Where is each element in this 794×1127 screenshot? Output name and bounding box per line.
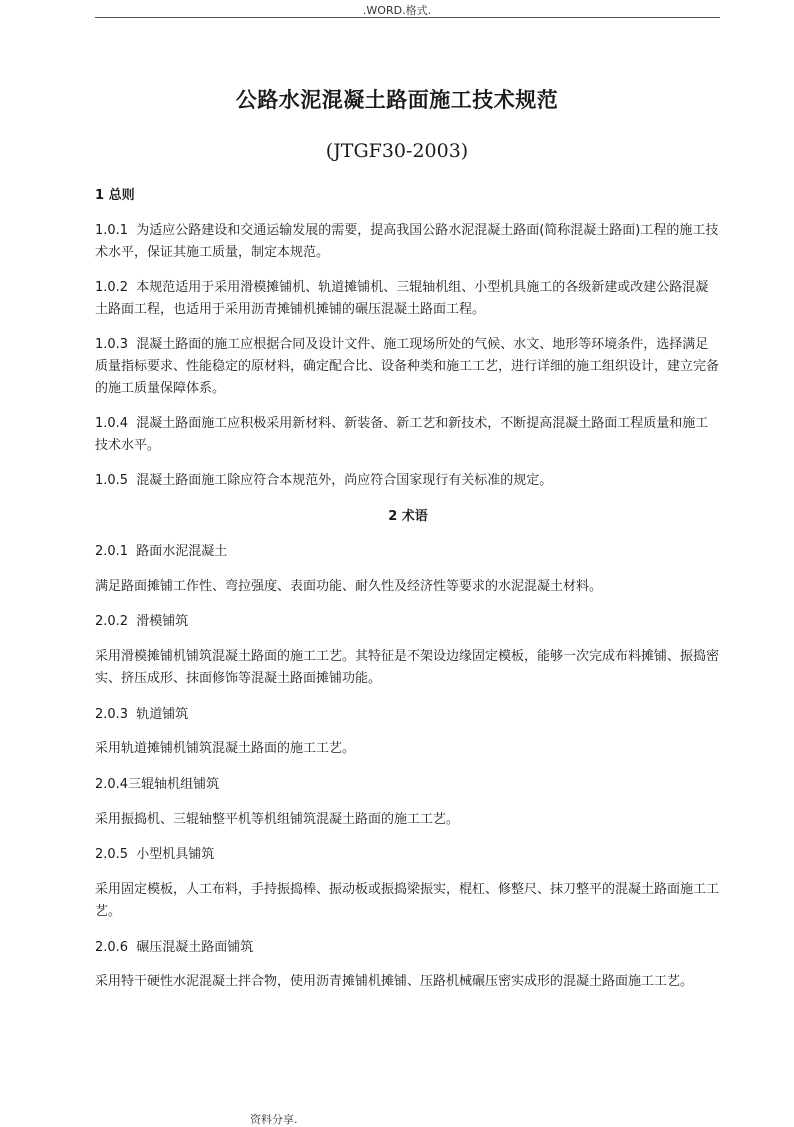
clause-text: 混凝土路面施工除应符合本规范外，尚应符合国家现行有关标准的规定。 bbox=[136, 473, 553, 488]
term-2-0-1-definition: 满足路面摊铺工作性、弯拉强度、表面功能、耐久性及经济性等要求的水泥混凝土材料。 bbox=[95, 579, 603, 594]
clause-text: 本规范适用于采用滑模摊铺机、轨道摊铺机、三辊轴机组、小型机具施工的各级新建或改建公路混凝土路面工程，也适用于采用沥青摊铺机摊铺的碾压混凝土路面工程。 bbox=[95, 280, 709, 317]
clause-1-0-5 bbox=[95, 470, 721, 492]
term-name: 碾压混凝土路面铺筑 bbox=[136, 940, 254, 955]
term-2-0-4-heading bbox=[95, 774, 721, 796]
page-footer: 资料分享. bbox=[250, 1113, 298, 1126]
clause-text: 为适应公路建设和交通运输发展的需要，提高我国公路水泥混凝土路面(简称混凝土路面)工程的施工技术水平，保证其施工质量，制定本规范。 bbox=[95, 223, 719, 260]
clause-1-0-4 bbox=[95, 413, 721, 457]
term-number: 2.0.3 bbox=[95, 707, 129, 722]
document-subtitle: (JTGF30-2003) bbox=[325, 140, 469, 162]
term-2-0-5-heading bbox=[95, 844, 721, 866]
clause-number: 1.0.4 bbox=[95, 416, 129, 431]
term-number: 2.0.6 bbox=[95, 940, 129, 955]
term-2-0-3-heading bbox=[95, 704, 721, 726]
clause-text: 混凝土路面的施工应根据合同及设计文件、施工现场所处的气候、水文、地形等环境条件，选择满足质量指标要求、性能稳定的原材料，确定配合比、设备种类和施工工艺，进行详细的施工组织设计，建立完备的施工质量保障体系。 bbox=[95, 337, 720, 396]
clause-number: 1.0.3 bbox=[95, 337, 129, 352]
term-name: 小型机具铺筑 bbox=[136, 847, 215, 862]
section-heading-terms: 2 术语 bbox=[388, 509, 428, 524]
term-name: 路面水泥混凝土 bbox=[136, 544, 228, 559]
term-2-0-5-definition: 采用固定模板，人工布料，手持振捣棒、振动板或振捣梁振实，棍杠、修整尺、抹刀整平的混凝土路面施工工艺。 bbox=[95, 882, 720, 919]
clause-number: 1.0.1 bbox=[95, 223, 129, 238]
clause-number: 1.0.5 bbox=[95, 473, 129, 488]
term-name: 三辊轴机组铺筑 bbox=[128, 777, 220, 792]
term-name: 滑模铺筑 bbox=[136, 614, 189, 629]
term-2-0-2-definition: 采用滑模摊铺机铺筑混凝土路面的施工工艺。其特征是不架设边缘固定模板，能够一次完成布料摊铺、振捣密实、挤压成形、抹面修饰等混凝土路面摊铺功能。 bbox=[95, 649, 720, 686]
term-2-0-2-heading bbox=[95, 611, 721, 633]
clause-1-0-2 bbox=[95, 277, 721, 321]
term-number: 2.0.4 bbox=[95, 777, 129, 792]
page-header: .WORD.格式. bbox=[362, 4, 432, 17]
clause-number: 1.0.2 bbox=[95, 280, 129, 295]
clause-text: 混凝土路面施工应积极采用新材料、新装备、新工艺和新技术，不断提高混凝土路面工程质量和施工技术水平。 bbox=[95, 416, 709, 453]
header-divider bbox=[95, 17, 720, 18]
term-2-0-6-heading bbox=[95, 937, 721, 959]
term-2-0-4-definition: 采用振捣机、三辊轴整平机等机组铺筑混凝土路面的施工工艺。 bbox=[95, 812, 460, 827]
term-number: 2.0.5 bbox=[95, 847, 129, 862]
term-number: 2.0.2 bbox=[95, 614, 129, 629]
clause-1-0-1 bbox=[95, 220, 721, 264]
term-number: 2.0.1 bbox=[95, 544, 129, 559]
section-heading-general: 1 总则 bbox=[95, 188, 135, 203]
document-title: 公路水泥混凝土路面施工技术规范 bbox=[235, 88, 559, 112]
term-2-0-6-definition: 采用特干硬性水泥混凝土拌合物，使用沥青摊铺机摊铺、压路机械碾压密实成形的混凝土路面施工工艺。 bbox=[95, 974, 694, 989]
term-2-0-3-definition: 采用轨道摊铺机铺筑混凝土路面的施工工艺。 bbox=[95, 741, 356, 756]
clause-1-0-3 bbox=[95, 334, 721, 400]
term-2-0-1-heading bbox=[95, 541, 721, 563]
term-name: 轨道铺筑 bbox=[136, 707, 189, 722]
